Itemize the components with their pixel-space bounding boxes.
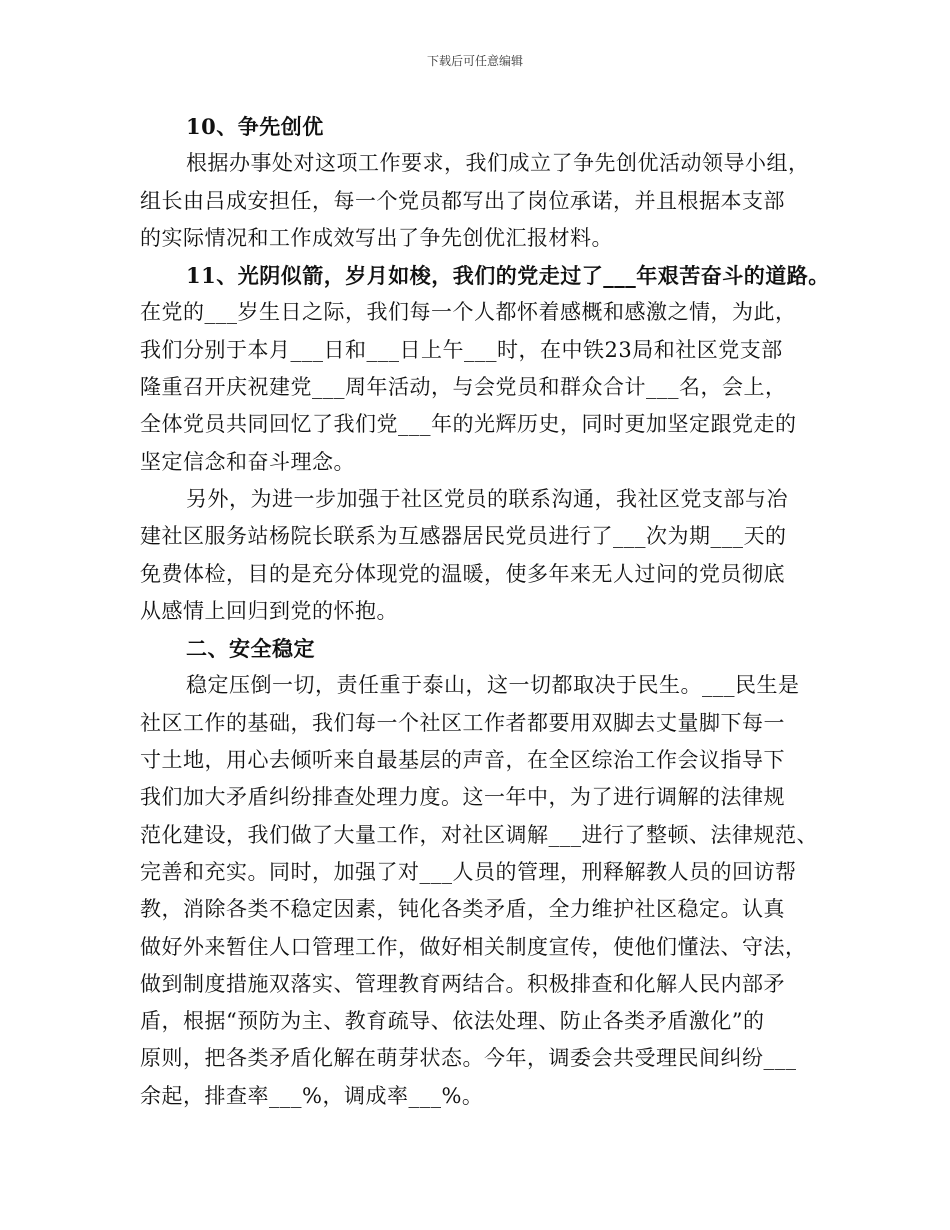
paragraph-line: 全体党员共同回忆了我们党___年的光辉历史，同时更加坚定跟党走的 xyxy=(140,412,797,437)
paragraph-line: 建社区服务站杨院长联系为互感器居民党员进行了___次为期___天的 xyxy=(140,524,787,549)
paragraph-line: 盾，根据“预防为主、教育疏导、依法处理、防止各类矛盾激化”的 xyxy=(140,1009,765,1034)
section-heading-10: 10、争先创优 xyxy=(186,114,324,139)
paragraph-line: 社区工作的基础，我们每一个社区工作者都要用双脚去丈量脚下每一 xyxy=(140,710,785,735)
paragraph-line: 寸土地，用心去倾听来自最基层的声音，在全区综治工作会议指导下 xyxy=(140,748,785,773)
paragraph-line: 做好外来暂住人口管理工作，做好相关制度宣传，使他们懂法、守法， xyxy=(140,934,807,959)
paragraph-line: 根据办事处对这项工作要求，我们成立了争先创优活动领导小组， xyxy=(186,151,810,176)
paragraph-line: 的实际情况和工作成效写出了争先创优汇报材料。 xyxy=(140,225,613,250)
paragraph-line: 坚定信念和奋斗理念。 xyxy=(140,449,355,474)
paragraph-line: 原则，把各类矛盾化解在萌芽状态。今年，调委会共受理民间纠纷___ xyxy=(140,1046,797,1071)
paragraph-line: 另外，为进一步加强于社区党员的联系沟通，我社区党支部与冶 xyxy=(186,486,788,511)
paragraph-line: 做到制度措施双落实、管理教育两结合。积极排查和化解人民内部矛 xyxy=(140,971,785,996)
paragraph-line: 稳定压倒一切，责任重于泰山，这一切都取决于民生。___民生是 xyxy=(186,673,800,698)
paragraph-line: 完善和充实。同时，加强了对___人员的管理，刑释解教人员的回访帮 xyxy=(140,859,797,884)
paragraph-line: 在党的___岁生日之际，我们每一个人都怀着感概和感激之情，为此， xyxy=(140,300,797,325)
paragraph-line: 教，消除各类不稳定因素，钝化各类矛盾，全力维护社区稳定。认真 xyxy=(140,897,785,922)
section-heading-11: 11、光阴似箭，岁月如梭，我们的党走过了___年艰苦奋斗的道路。 xyxy=(186,263,830,289)
paragraph-line: 我们分别于本月___日和___日上午___时，在中铁23局和社区党支部 xyxy=(140,337,783,362)
paragraph-line: 组长由吕成安担任，每一个党员都写出了岗位承诺，并且根据本支部 xyxy=(140,188,785,213)
paragraph-line: 隆重召开庆祝建党___周年活动，与会党员和群众合计___名，会上， xyxy=(140,375,787,400)
page-header-note: 下载后可任意编辑 xyxy=(426,54,523,68)
document-body xyxy=(140,108,830,1115)
paragraph-line: 从感情上回归到党的怀抱。 xyxy=(140,598,398,623)
paragraph-line: 范化建设，我们做了大量工作，对社区调解___进行了整顿、法律规范、 xyxy=(140,822,818,847)
section-heading-safety: 二、安全稳定 xyxy=(186,636,315,662)
paragraph-line: 免费体检，目的是充分体现党的温暖，使多年来无人过问的党员彻底 xyxy=(140,561,785,586)
paragraph-line: 我们加大矛盾纠纷排查处理力度。这一年中，为了进行调解的法律规 xyxy=(140,785,785,810)
paragraph-line: 余起，排查率___%，调成率___%。 xyxy=(140,1083,484,1108)
